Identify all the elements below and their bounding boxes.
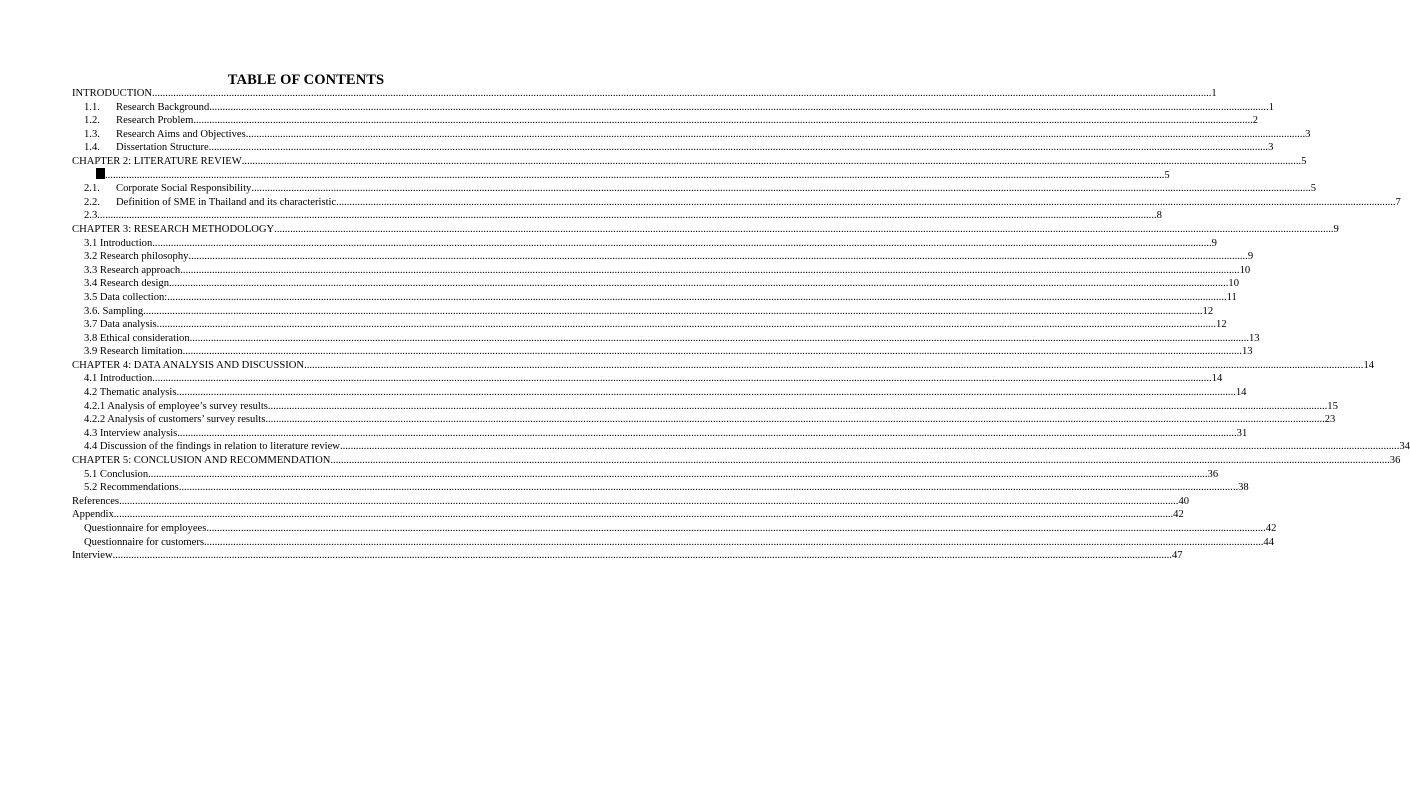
toc-entry-text: 5.2 Recommendations — [84, 482, 179, 494]
dot-leader: ................................................................................................................................................................................................................................................................................................................................................................................................................ — [206, 523, 1266, 534]
toc-entry-label — [84, 264, 180, 278]
toc-entry-number: 2.2. — [84, 196, 100, 208]
toc-entry-label — [84, 468, 148, 482]
toc-entry[interactable] — [72, 536, 1274, 550]
toc-page-number: 36 — [1207, 468, 1219, 480]
toc-page-number: 7 — [1395, 196, 1401, 208]
dot-leader: ................................................................................................................................................................................................................................................................................................................................................................................................................ — [152, 88, 1212, 99]
toc-page-number: 12 — [1202, 305, 1214, 317]
dot-leader: ................................................................................................................................................................................................................................................................................................................................................................................................................ — [112, 550, 1172, 562]
toc-entry-text: 3.3 Research approach — [84, 264, 181, 276]
toc-entry-text: Research Problem — [116, 115, 194, 127]
dot-leader: ................................................................................................................................................................................................................................................................................................................................................................................................................ — [97, 210, 1157, 222]
toc-page-number: 5 — [1310, 183, 1317, 195]
toc-entry-text: CHAPTER 2: LITERATURE REVIEW — [72, 155, 242, 167]
toc-entry-label — [84, 400, 268, 414]
toc-entry[interactable] — [72, 264, 1251, 278]
toc-page-number: 23 — [1324, 414, 1336, 426]
toc-page-number: 3 — [1305, 128, 1311, 140]
toc-entry[interactable] — [72, 318, 1227, 332]
toc-entry-label — [72, 359, 304, 373]
toc-entry-text: Dissertation Structure — [116, 142, 209, 154]
toc-entry-label — [84, 536, 204, 550]
dot-leader: ................................................................................................................................................................................................................................................................................................................................................................................................................ — [265, 414, 1325, 426]
toc-entry-label — [84, 182, 251, 196]
toc-entry-text: 3.8 Ethical consideration — [84, 332, 190, 344]
dot-leader: ................................................................................................................................................................................................................................................................................................................................................................................................................ — [105, 169, 1165, 181]
toc-page-number: 42 — [1265, 523, 1277, 534]
dot-leader: ................................................................................................................................................................................................................................................................................................................................................................................................................ — [330, 455, 1390, 467]
toc-entry-text: 4.4 Discussion of the findings in relation to literature review — [84, 441, 340, 453]
toc-entry-label — [84, 318, 157, 332]
toc-entry-text: Questionnaire for customers — [84, 536, 205, 548]
toc-entry[interactable] — [72, 277, 1239, 291]
toc-entry-label — [84, 522, 206, 536]
toc-page-number: 11 — [1226, 291, 1237, 303]
toc-entry[interactable] — [72, 468, 1219, 482]
toc-entry-label — [72, 454, 330, 468]
dot-leader: ................................................................................................................................................................................................................................................................................................................................................................................................................ — [113, 509, 1174, 521]
toc-page-number: 42 — [1173, 509, 1184, 521]
dot-leader: ................................................................................................................................................................................................................................................................................................................................................................................................................ — [148, 468, 1208, 480]
toc-entry[interactable] — [72, 305, 1214, 319]
toc-entry-text: 4.3 Interview analysis — [84, 427, 178, 439]
toc-entry-text: Research Background — [116, 101, 210, 113]
toc-page-number: 5 — [1301, 155, 1307, 167]
toc-entry-label — [72, 87, 152, 101]
toc-entry-text: 4.2.1 Analysis of employee’s survey results — [84, 400, 268, 412]
toc-entry-label — [84, 291, 167, 305]
black-block-marker — [96, 168, 105, 179]
toc-entry-number: 1.3. — [84, 128, 100, 140]
toc-entry-text: 3.7 Data analysis — [84, 319, 157, 331]
toc-entry[interactable] — [72, 332, 1260, 346]
toc-entry-label — [72, 155, 242, 169]
toc-entry-text: Definition of SME in Thailand and its characteristic — [116, 196, 337, 208]
toc-page-number: 31 — [1236, 427, 1248, 439]
toc-entry-label — [84, 168, 105, 183]
toc-entry[interactable] — [72, 400, 1338, 414]
toc-page-number: 10 — [1228, 278, 1239, 290]
toc-page-number: 38 — [1238, 482, 1249, 494]
toc-entry[interactable] — [72, 291, 1237, 305]
toc-entry-text: Appendix — [72, 509, 114, 521]
toc-entry[interactable] — [72, 481, 1249, 495]
toc-entry[interactable] — [72, 101, 1274, 115]
toc-entry-text: 3.1 Introduction — [84, 237, 153, 249]
dot-leader: ................................................................................................................................................................................................................................................................................................................................................................................................................ — [152, 237, 1212, 249]
toc-entry[interactable] — [72, 237, 1217, 251]
toc-entry-text: 5.1 Conclusion — [84, 468, 149, 480]
toc-entry-label — [72, 495, 119, 509]
toc-entry-label — [84, 427, 177, 441]
toc-entry-label — [84, 128, 246, 142]
dot-leader: ................................................................................................................................................................................................................................................................................................................................................................................................................ — [143, 305, 1203, 317]
toc-page-number: 9 — [1211, 237, 1217, 249]
toc-entry-text: Interview — [72, 550, 113, 562]
toc-entry-label — [84, 277, 169, 291]
toc-entry[interactable] — [72, 549, 1183, 563]
toc-entry[interactable] — [72, 169, 1170, 183]
toc-entry-text: 3.9 Research limitation — [84, 346, 183, 358]
toc-page-number: 12 — [1216, 319, 1227, 331]
toc-entry-text: 2.3 — [84, 210, 98, 222]
toc-page-number: 14 — [1211, 373, 1223, 385]
toc-entry[interactable] — [72, 209, 1162, 223]
toc-page-number: 15 — [1327, 400, 1338, 412]
toc-entry-label — [84, 209, 97, 223]
toc-entry-text: 4.2 Thematic analysis — [84, 387, 177, 399]
toc-entry-text: CHAPTER 4: DATA ANALYSIS AND DISCUSSION — [72, 359, 305, 371]
toc-entry[interactable] — [72, 223, 1339, 237]
toc-entry-number: 1.2. — [84, 115, 100, 127]
toc-entry-label — [84, 372, 152, 386]
toc-entry-label — [72, 223, 274, 237]
toc-entry-label — [84, 196, 336, 210]
toc-entry[interactable] — [72, 522, 1277, 536]
toc-entry-label — [84, 101, 209, 115]
toc-entry[interactable] — [72, 372, 1223, 386]
toc-entry[interactable] — [72, 386, 1247, 400]
toc-page-number: 1 — [1268, 101, 1274, 113]
toc-page-number: 34 — [1399, 441, 1410, 453]
toc-entry[interactable] — [72, 440, 1410, 454]
toc-page-number: 47 — [1171, 550, 1183, 562]
toc-entry-text: 3.5 Data collection: — [84, 291, 168, 303]
toc-entry[interactable] — [72, 87, 1217, 101]
toc-entry-text: CHAPTER 3: RESEARCH METHODOLOGY — [72, 223, 275, 235]
toc-entry[interactable] — [72, 454, 1401, 468]
toc-entry-text: 3.6. Sampling — [84, 305, 144, 317]
toc-entry-number: 1.4. — [84, 142, 100, 154]
toc-entry-number: 1.1. — [84, 101, 100, 113]
toc-entry-label — [84, 305, 143, 319]
dot-leader: ................................................................................................................................................................................................................................................................................................................................................................................................................ — [152, 373, 1212, 385]
dot-leader: ................................................................................................................................................................................................................................................................................................................................................................................................................ — [245, 128, 1306, 140]
dot-leader: ................................................................................................................................................................................................................................................................................................................................................................................................................ — [167, 291, 1227, 303]
dot-leader: ................................................................................................................................................................................................................................................................................................................................................................................................................ — [241, 155, 1302, 167]
dot-leader: ................................................................................................................................................................................................................................................................................................................................................................................................................ — [169, 278, 1229, 290]
toc-entry[interactable] — [72, 196, 1401, 210]
toc-entry[interactable] — [72, 359, 1375, 373]
dot-leader: ................................................................................................................................................................................................................................................................................................................................................................................................................ — [180, 264, 1240, 276]
toc-entry[interactable] — [72, 155, 1307, 169]
dot-leader: ................................................................................................................................................................................................................................................................................................................................................................................................................ — [209, 101, 1269, 113]
toc-page-number: 5 — [1164, 169, 1170, 181]
toc-entry[interactable] — [72, 128, 1311, 142]
dot-leader: ................................................................................................................................................................................................................................................................................................................................................................................................................ — [119, 495, 1179, 507]
toc-entry-label — [84, 481, 179, 495]
dot-leader: ................................................................................................................................................................................................................................................................................................................................................................................................................ — [208, 142, 1269, 154]
toc-page-number: 9 — [1333, 223, 1339, 235]
toc-entry-label — [84, 250, 188, 264]
dot-leader: ................................................................................................................................................................................................................................................................................................................................................................................................................ — [189, 332, 1249, 344]
toc-entry-label — [72, 508, 114, 522]
toc-entry-label — [84, 386, 176, 400]
dot-leader: ................................................................................................................................................................................................................................................................................................................................................................................................................ — [178, 482, 1239, 494]
toc-page-number: 14 — [1235, 387, 1247, 399]
dot-leader: ................................................................................................................................................................................................................................................................................................................................................................................................................ — [204, 536, 1264, 548]
toc-page-number: 8 — [1156, 210, 1162, 222]
toc-entry-text: INTRODUCTION — [72, 88, 153, 99]
toc-entry-text: References — [72, 495, 120, 507]
toc-entry[interactable] — [72, 495, 1190, 509]
table-of-contents — [72, 87, 1410, 563]
dot-leader: ................................................................................................................................................................................................................................................................................................................................................................................................................ — [274, 223, 1334, 235]
toc-entry-label — [84, 413, 265, 427]
dot-leader: ................................................................................................................................................................................................................................................................................................................................................................................................................ — [177, 427, 1237, 439]
toc-entry-label — [84, 237, 152, 251]
page-title: TABLE OF CONTENTS — [227, 72, 385, 88]
toc-entry[interactable] — [72, 114, 1259, 128]
toc-page-number: 13 — [1249, 332, 1260, 344]
toc-entry-number: 2.1. — [84, 183, 100, 195]
toc-entry-label — [84, 440, 340, 454]
toc-page-number: 3 — [1268, 142, 1274, 154]
toc-page-number: 14 — [1363, 359, 1375, 371]
toc-entry-label — [84, 345, 183, 359]
toc-entry-text: 3.2 Research philosophy — [84, 251, 189, 263]
toc-page-number: 1 — [1211, 88, 1217, 99]
toc-entry[interactable] — [72, 345, 1253, 359]
toc-page-number: 36 — [1389, 455, 1401, 467]
dot-leader: ................................................................................................................................................................................................................................................................................................................................................................................................................ — [188, 251, 1248, 263]
toc-entry[interactable] — [72, 427, 1248, 441]
dot-leader: ................................................................................................................................................................................................................................................................................................................................................................................................................ — [304, 359, 1364, 371]
toc-entry[interactable] — [72, 141, 1274, 155]
toc-page-number: 40 — [1178, 495, 1190, 507]
dot-leader: ................................................................................................................................................................................................................................................................................................................................................................................................................ — [182, 346, 1242, 358]
toc-entry-text: Research Aims and Objectives — [116, 128, 246, 140]
dot-leader: ................................................................................................................................................................................................................................................................................................................................................................................................................ — [336, 196, 1396, 208]
dot-leader: ................................................................................................................................................................................................................................................................................................................................................................................................................ — [156, 319, 1217, 331]
toc-page-number: 2 — [1252, 115, 1259, 127]
toc-page-number: 13 — [1241, 346, 1253, 358]
toc-page-number: 9 — [1247, 251, 1254, 263]
toc-entry[interactable] — [72, 182, 1317, 196]
toc-entry[interactable] — [72, 250, 1254, 264]
toc-entry-label — [84, 114, 193, 128]
toc-entry[interactable] — [72, 413, 1336, 427]
toc-entry-text: 4.2.2 Analysis of customers’ survey results — [84, 414, 266, 426]
toc-entry-label — [72, 549, 113, 563]
toc-entry-label — [84, 332, 190, 346]
toc-entry-text: 4.1 Introduction — [84, 373, 153, 385]
dot-leader: ................................................................................................................................................................................................................................................................................................................................................................................................................ — [339, 441, 1400, 453]
toc-page-number: 44 — [1263, 536, 1274, 548]
toc-entry-text: Questionnaire for employees — [84, 523, 207, 534]
toc-entry[interactable] — [72, 508, 1184, 522]
dot-leader: ................................................................................................................................................................................................................................................................................................................................................................................................................ — [267, 400, 1328, 412]
toc-entry-text: CHAPTER 5: CONCLUSION AND RECOMMENDATION — [72, 455, 331, 467]
dot-leader: ................................................................................................................................................................................................................................................................................................................................................................................................................ — [176, 387, 1236, 399]
toc-page-number: 10 — [1239, 264, 1251, 276]
dot-leader: ................................................................................................................................................................................................................................................................................................................................................................................................................ — [251, 183, 1311, 195]
toc-entry-text: 3.4 Research design — [84, 278, 170, 290]
toc-entry-label — [84, 141, 209, 155]
dot-leader: ................................................................................................................................................................................................................................................................................................................................................................................................................ — [193, 115, 1253, 127]
toc-entry-text: Corporate Social Responsibility — [116, 183, 252, 195]
